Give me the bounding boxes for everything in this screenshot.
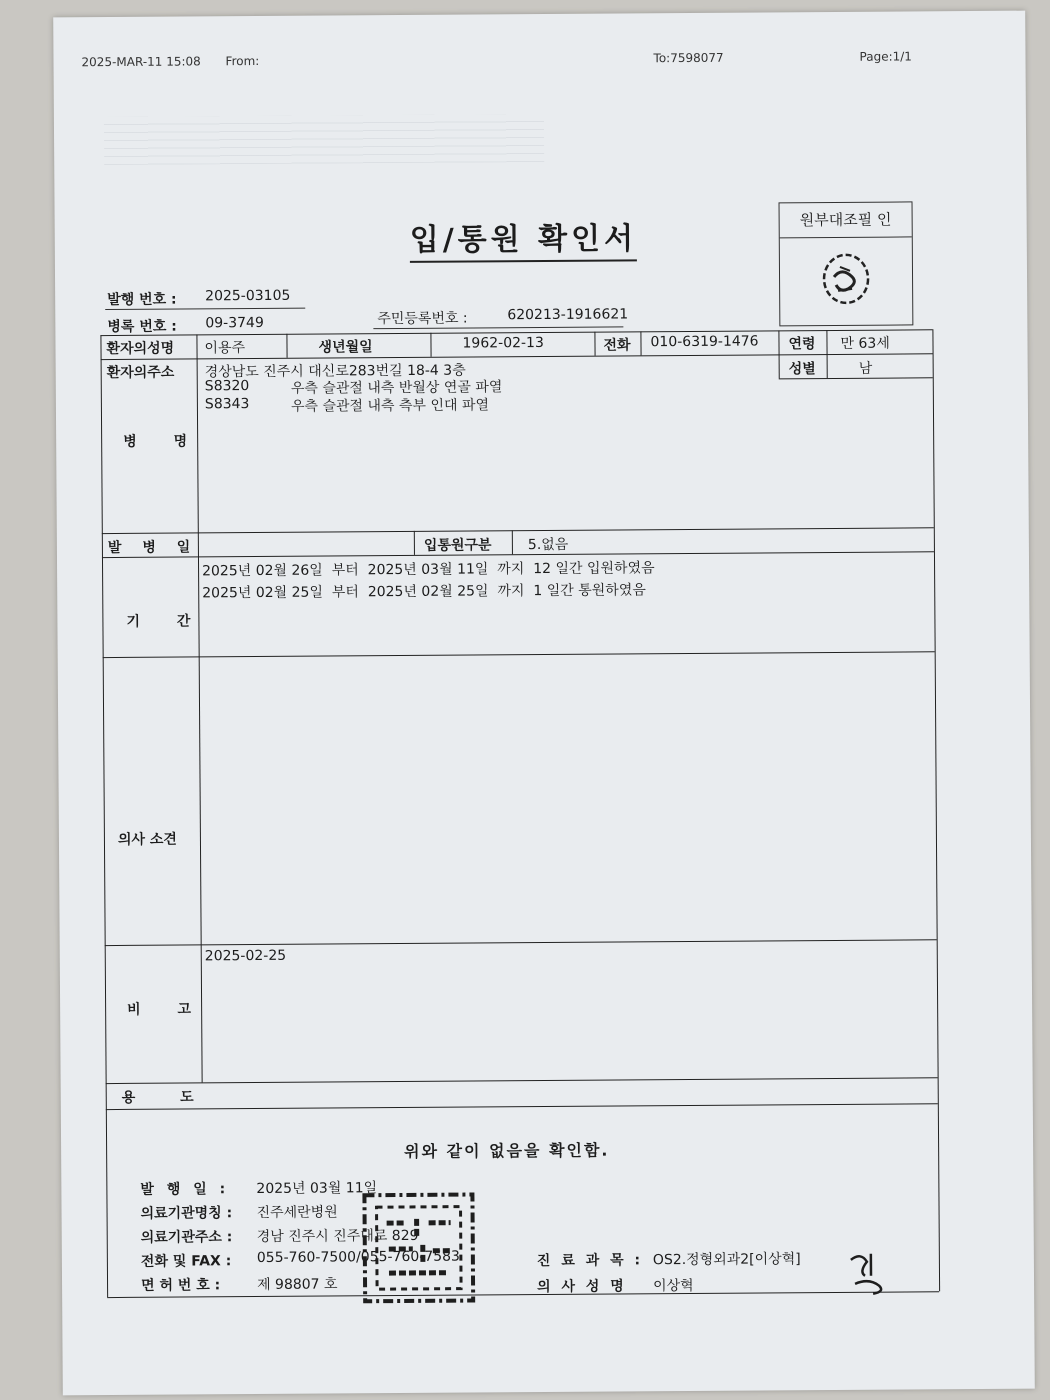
- doctor-name-label: 의 사 성 명: [537, 1278, 627, 1296]
- document-title: 입/통원 확인서: [410, 213, 638, 263]
- seal-box-label: 원부대조필 인: [780, 202, 912, 238]
- visit-type-value: 5.없음: [527, 536, 569, 554]
- patient-address: 경상남도 진주시 대신로283번길 18-4 3층: [204, 362, 466, 381]
- fax-page: Page:1/1: [859, 49, 912, 64]
- confirmation-text: 위와 같이 없음을 확인함.: [404, 1140, 610, 1161]
- diagnosis-code: S8320: [204, 378, 250, 395]
- period-label: 기 간: [126, 613, 207, 630]
- doctor-signature-icon: [845, 1250, 895, 1296]
- fax-datetime: 2025-MAR-11 15:08: [81, 54, 201, 70]
- patient-dob-label: 생년월일: [318, 339, 373, 356]
- patient-age: 만 63세: [840, 335, 890, 352]
- license-number: 제 98807 호: [257, 1276, 338, 1294]
- hospital-address: 경남 진주시 진주대로 829: [256, 1227, 419, 1246]
- resident-number-value: 620213-1916621: [507, 306, 629, 324]
- patient-phone: 010-6319-1476: [650, 333, 759, 351]
- issue-date-label: 발 행 일 :: [140, 1181, 230, 1198]
- hospital-name-label: 의료기관명칭 :: [140, 1205, 233, 1222]
- period-row: 2025년 02월 25일 부터 2025년 02월 25일 까지 1 일간 통원하였음: [202, 582, 646, 602]
- patient-address-label: 환자의주소: [106, 364, 175, 382]
- remarks-label: 비 고: [127, 1001, 208, 1018]
- patient-sex: 남: [858, 360, 873, 377]
- purpose-label: 용 도: [121, 1089, 214, 1106]
- department: OS2.정형외과2[이상혁]: [652, 1251, 801, 1269]
- diagnosis-code: S8343: [204, 396, 250, 413]
- issue-number-underline: [105, 308, 305, 310]
- document-page: [53, 11, 1035, 1396]
- seal-box: [779, 201, 914, 326]
- seal-stamp-icon: [818, 249, 874, 309]
- department-label: 진 료 과 목 :: [536, 1252, 644, 1270]
- issue-date: 2025년 03월 11일: [256, 1180, 378, 1198]
- diagnosis-desc: 우측 슬관절 내측 반월상 연골 파열: [290, 379, 503, 397]
- issue-number-value: 2025-03105: [205, 287, 291, 305]
- diagnosis-desc: 우측 슬관절 내측 측부 인대 파열: [290, 397, 490, 415]
- certificate-table: [100, 329, 939, 1297]
- patient-sex-label: 성별: [788, 361, 816, 378]
- bleed-through-marks: [104, 114, 544, 165]
- record-number-value: 09-3749: [205, 314, 264, 332]
- hospital-seal-stamp-icon: [358, 1188, 479, 1307]
- remarks-value: 2025-02-25: [204, 947, 287, 965]
- record-number-label: 병록 번호 :: [107, 318, 177, 336]
- period-row: 2025년 02월 26일 부터 2025년 03월 11일 까지 12 일간 입원하였음: [202, 560, 655, 580]
- doctor-name: 이상혁: [653, 1277, 694, 1295]
- tel-fax-label: 전화 및 FAX :: [140, 1253, 232, 1270]
- patient-name-label: 환자의성명: [106, 340, 175, 358]
- onset-label: 발 병 일: [107, 539, 199, 557]
- hospital-name: 진주세란병원: [256, 1204, 338, 1222]
- resident-number-label: 주민등록번호 :: [377, 310, 468, 328]
- visit-type-label: 입통원구분: [423, 537, 492, 554]
- license-number-label: 면 허 번 호 :: [141, 1277, 221, 1294]
- issue-number-label: 발행 번호 :: [107, 291, 177, 309]
- opinion-label: 의사 소견: [117, 831, 177, 848]
- fax-to: To:7598077: [653, 50, 724, 66]
- patient-dob: 1962-02-13: [462, 334, 544, 352]
- patient-name: 이용주: [204, 340, 246, 357]
- hospital-address-label: 의료기관주소 :: [140, 1229, 233, 1246]
- fax-from-label: From:: [225, 53, 260, 69]
- patient-phone-label: 전화: [603, 337, 631, 354]
- patient-age-label: 연령: [788, 336, 816, 353]
- tel-fax: 055-760-7500/055-760-7583: [256, 1248, 460, 1267]
- diagnosis-label: 병 명: [123, 433, 204, 450]
